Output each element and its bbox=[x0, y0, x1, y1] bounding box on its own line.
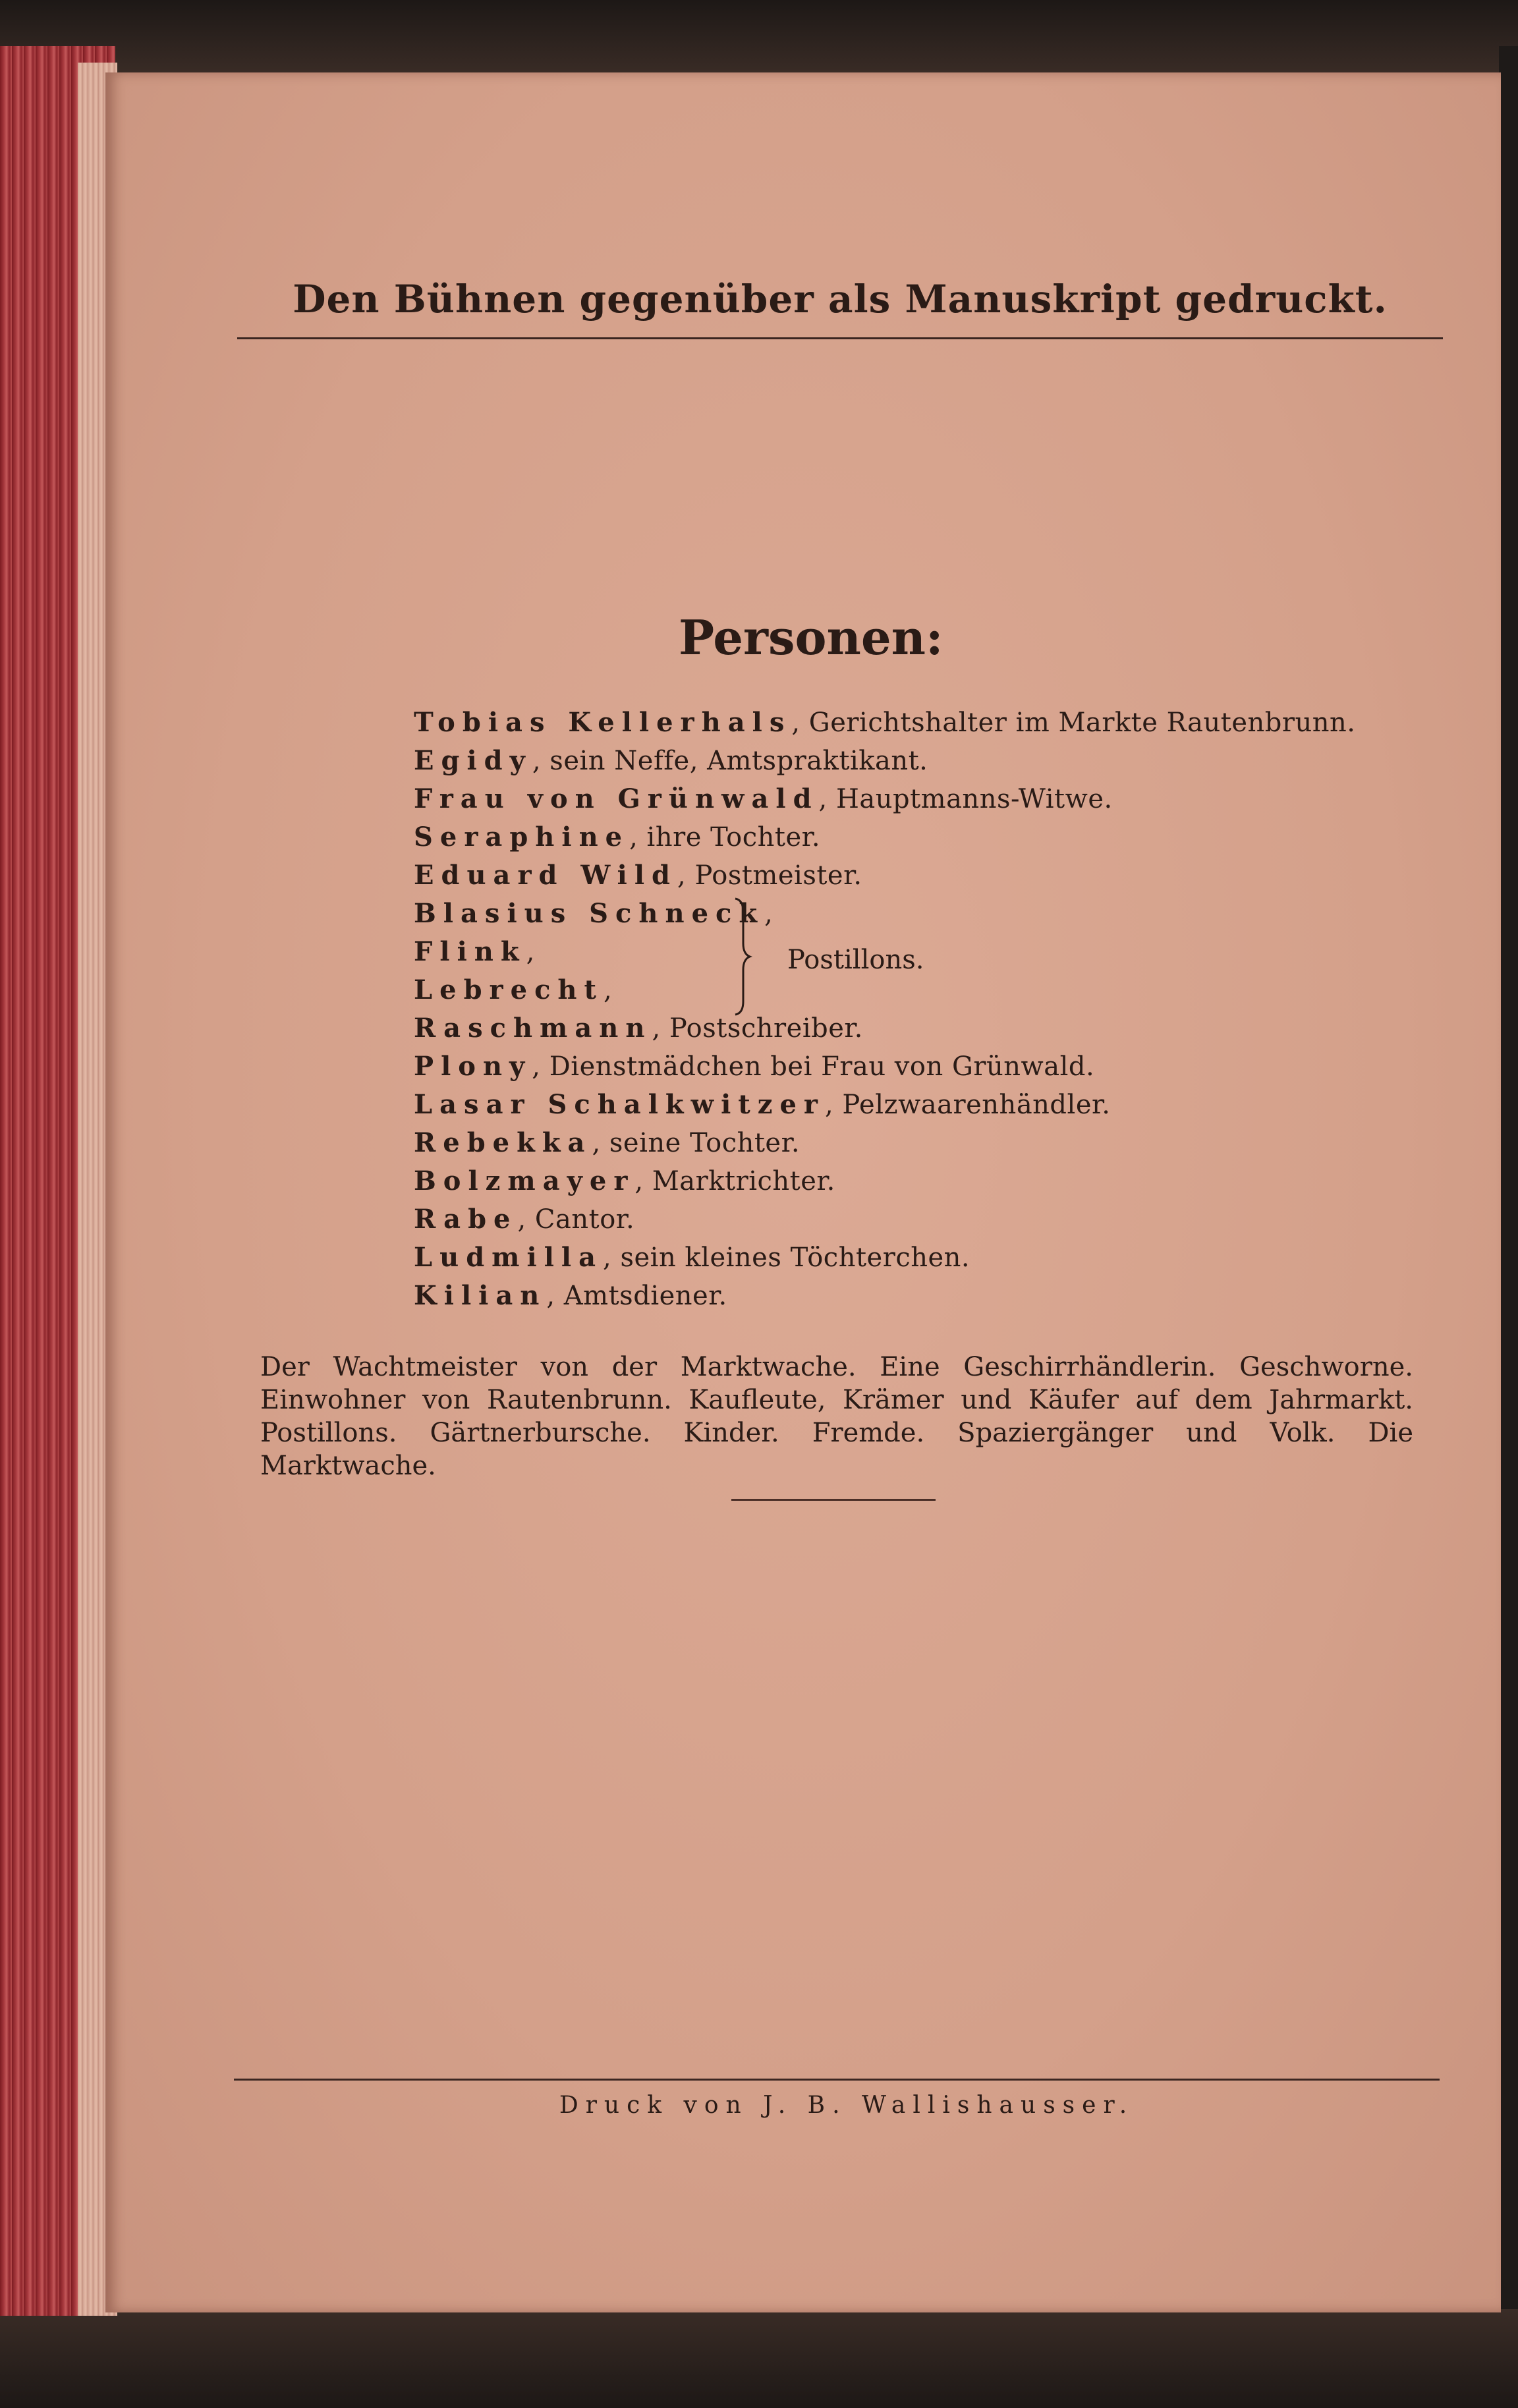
character-role: , Dienstmädchen bei Frau von Grünwald. bbox=[532, 1051, 1095, 1082]
cast-entry bbox=[414, 1200, 1402, 1239]
character-name: Rebekka bbox=[414, 1127, 592, 1158]
character-role: , bbox=[526, 937, 535, 967]
cast-entry bbox=[414, 1009, 1402, 1048]
character-role: , sein kleines Töchterchen. bbox=[603, 1243, 970, 1273]
footer-rule bbox=[234, 2079, 1440, 2081]
cast-entry bbox=[414, 1048, 1402, 1086]
character-role: , Cantor. bbox=[517, 1204, 635, 1235]
character-role: , Postmeister. bbox=[677, 860, 862, 891]
book-cover-bottom bbox=[0, 2309, 1518, 2408]
heading-rule bbox=[237, 337, 1443, 339]
character-name: Bolzmayer bbox=[414, 1165, 635, 1196]
section-divider bbox=[731, 1499, 936, 1501]
character-role: , Hauptmanns-Witwe. bbox=[818, 784, 1113, 814]
character-name: Frau von Grünwald bbox=[414, 783, 819, 814]
extras-paragraph: Der Wachtmeister von der Marktwache. Eine Geschirrhändlerin. Geschworne. Einwohner von Rautenbrunn. Kaufleute, Krämer und Käufer auf dem Jahrmarkt. Postillons. Gärtnerbursche. Kinder. Fremde. Spaziergänger und Volk. Die Marktwache. bbox=[260, 1352, 1413, 1481]
character-name: Rabe bbox=[414, 1204, 518, 1235]
character-name: Eduard Wild bbox=[414, 860, 678, 891]
cast-entry bbox=[414, 856, 1402, 895]
cast-entry bbox=[414, 704, 1402, 742]
cast-entry bbox=[414, 742, 1402, 780]
cast-entry bbox=[414, 818, 1402, 856]
character-name: Egidy bbox=[414, 745, 532, 776]
cast-list bbox=[414, 704, 1402, 1315]
cast-entry bbox=[414, 1162, 1402, 1200]
character-name: Plony bbox=[414, 1051, 532, 1082]
cast-entry bbox=[414, 1277, 1402, 1315]
cast-entry bbox=[414, 895, 1402, 933]
character-role: , Marktrichter. bbox=[634, 1166, 835, 1196]
character-role: , bbox=[603, 975, 613, 1005]
cast-entry bbox=[414, 1239, 1402, 1277]
character-role: , bbox=[764, 899, 773, 929]
book-cover-top bbox=[0, 0, 1518, 76]
character-role: , seine Tochter. bbox=[592, 1128, 801, 1158]
character-name: Lebrecht bbox=[414, 974, 604, 1005]
printer-imprint: Druck von J. B. Wallishausser. bbox=[559, 2092, 1135, 2119]
book-cover-right bbox=[1499, 46, 1518, 2312]
character-role: , Amtsdiener. bbox=[546, 1281, 727, 1311]
character-name: Kilian bbox=[414, 1280, 547, 1311]
character-name: Blasius Schneck bbox=[414, 898, 765, 929]
character-role: , Pelzwaarenhändler. bbox=[824, 1090, 1111, 1120]
character-role: , Gerichtshalter im Markte Rautenbrunn. bbox=[791, 708, 1356, 738]
cast-entry bbox=[414, 1086, 1402, 1124]
curly-brace-icon bbox=[733, 897, 752, 1016]
character-role: , ihre Tochter. bbox=[629, 822, 821, 853]
cast-title: Personen: bbox=[679, 609, 943, 665]
character-name: Lasar Schalkwitzer bbox=[414, 1089, 825, 1120]
character-name: Tobias Kellerhals bbox=[414, 707, 792, 738]
character-role: , Postschreiber. bbox=[652, 1013, 863, 1044]
cast-entry bbox=[414, 1124, 1402, 1162]
page-heading: Den Bühnen gegenüber als Manuskript gedruckt. bbox=[293, 277, 1388, 322]
character-name: Raschmann bbox=[414, 1013, 652, 1044]
character-name: Seraphine bbox=[414, 822, 630, 853]
character-name: Ludmilla bbox=[414, 1242, 604, 1273]
cast-entry bbox=[414, 780, 1402, 818]
character-name: Flink bbox=[414, 936, 526, 967]
character-role: , sein Neffe, Amtspraktikant. bbox=[532, 746, 928, 776]
postillons-label: Postillons. bbox=[787, 945, 924, 975]
